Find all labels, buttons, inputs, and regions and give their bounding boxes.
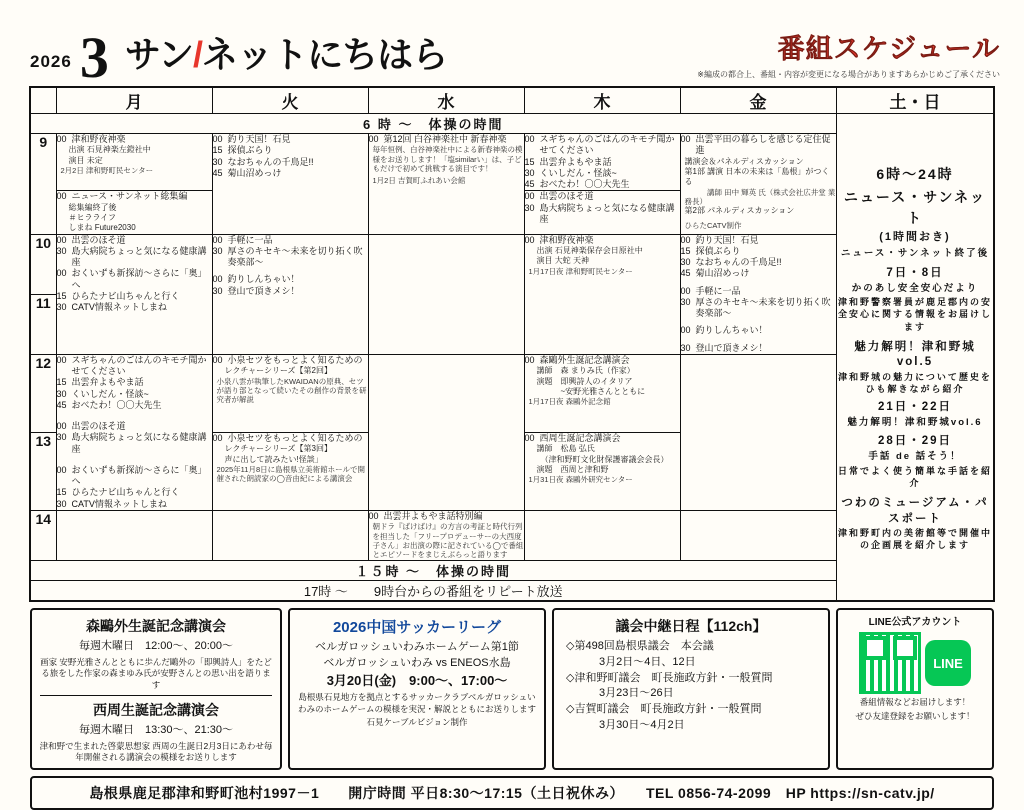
program-title: 登山で頂きメシ！: [695, 342, 768, 353]
program-time: 00: [680, 234, 691, 245]
weekend-block-3-date: 28日・29日: [877, 435, 953, 448]
weekend-block-3-head: 手話 de 話そう！: [868, 450, 962, 462]
program-title: 出雲井よもやま話特別編: [383, 510, 483, 521]
weekend-block-1-body: 津和野城の魅力について歴史をひも解きながら紹介: [838, 371, 992, 394]
program-time: 00: [524, 354, 535, 365]
program-detail: レクチャーシリーズ【第2回】: [224, 366, 332, 376]
program-detail: 演題 即興詩人のイタリア: [536, 376, 633, 386]
program-time: 30: [56, 302, 67, 313]
box-divider: [40, 695, 272, 696]
morning-exercise-label: 6 時 ～ 体操の時間: [30, 114, 836, 134]
soccer-title: 2026中国サッカーリーグ: [332, 618, 502, 636]
program-detail: 出演 石見神楽保存会日原社中: [536, 245, 643, 255]
cell-mon-12[interactable]: [56, 354, 212, 510]
program-title: 島大病院ちょっと気になる健康講座: [71, 245, 207, 268]
program-detail: レクチャーシリーズ【第3回】: [224, 444, 332, 454]
program-title: おくいずも新探訪～さらに「奥」へ: [71, 268, 207, 290]
day-header-fri: 金: [680, 87, 836, 114]
weekend-column: [836, 114, 994, 601]
program-title: 釣り天国！石見: [227, 134, 291, 144]
assembly-title: 議会中継日程【112ch】: [615, 617, 767, 634]
hour-label-9: 9: [30, 134, 56, 235]
program-title: 探偵ぶらり: [695, 245, 741, 256]
weekend-block-4-body: 津和野町内の美術館等で開催中の企画展を紹介します: [837, 528, 992, 551]
program-time: 30: [680, 296, 691, 307]
program-title: 菊山沼めっけ: [227, 167, 282, 178]
line-note-2: ぜひ友達登録をお願いします！: [855, 710, 975, 721]
program-entry: [57, 134, 212, 145]
program-time: 30: [212, 285, 223, 296]
program-time: 00: [212, 234, 223, 245]
cell-tue-14: [212, 510, 368, 560]
logo-text-a: サン: [124, 34, 194, 75]
hour-label-13: 13: [30, 432, 56, 510]
logo-slash: /: [193, 34, 203, 75]
program-time: 30: [212, 245, 223, 256]
program-title: おくいずも新探訪～さらに「奥」へ: [71, 464, 207, 487]
program-time: 45: [212, 167, 223, 178]
cell-tue-11[interactable]: [212, 234, 368, 354]
morning-exercise-row: [30, 114, 994, 134]
mori-ogai-lecture-time: 毎週木曜日 12:00～、20:00～: [78, 639, 234, 652]
cell-thu-10[interactable]: [524, 191, 680, 234]
program-time: 15: [212, 145, 223, 156]
assembly-item: ◇第498回島根県議会 本会議: [566, 639, 714, 652]
weekend-block-0-head: かのあし安全安心だより: [851, 282, 979, 294]
evening-exercise-label: １５時 ～ 体操の時間: [30, 560, 836, 580]
program-detail: 講演会＆パネルディスカッション: [684, 156, 804, 166]
program-caption: 毎年恒例、白谷神楽社中による新春神楽の模様をお送りします！「塩similarい」は、子どもだけで初めて挑戦する演目です！: [372, 145, 523, 173]
program-caption: ひらたCATV制作: [684, 220, 742, 230]
day-header-weekend: 土・日: [836, 87, 994, 114]
program-time: 30: [56, 388, 67, 399]
soccer-box: [288, 608, 546, 770]
cell-thu-12[interactable]: [524, 354, 680, 432]
weekend-after-note: ニュース・サンネット終了後: [840, 248, 990, 260]
program-time: 45: [524, 179, 535, 189]
program-time: 30: [56, 498, 67, 509]
program-title: 出雲弁よもやま話: [71, 377, 144, 388]
schedule-title-block: [697, 27, 1000, 80]
line-note-1: 番組情報などお届けします！: [859, 697, 971, 708]
program-caption: 1月17日夜 津和野町民センター: [528, 266, 633, 276]
program-time: 45: [56, 399, 67, 410]
cell-tue-9[interactable]: [212, 134, 368, 235]
program-title: 島大病院ちょっと気になる健康講座: [539, 202, 675, 224]
day-header-wed: 水: [368, 87, 524, 114]
program-caption-venue: 1月2日 吉賀町ふれあい会館: [372, 176, 466, 186]
program-title: ニュース・サンネット総集編: [71, 191, 188, 202]
schedule-note: ※編成の都合上、番組・内容が変更になる場合がありますあらかじめご了承ください: [697, 70, 1000, 79]
program-detail: 演題 西周と津和野: [536, 464, 609, 474]
program-title: おべたわ！〇〇大先生: [71, 399, 162, 410]
weekend-block-0-body: 津和野警察署員が鹿足郡内の安全安心に関する情報をお届けします: [837, 297, 992, 332]
program-title: 津和野夜神楽: [71, 134, 126, 144]
line-account-title: LINE公式アカウント: [868, 616, 962, 628]
program-title: 釣りしんちゃい！: [695, 325, 768, 336]
soccer-match-round: ベルガロッシュいわみホームゲーム第1節: [315, 640, 519, 653]
soccer-credit: 石見ケーブルビジョン制作: [366, 717, 468, 728]
program-detail: 講師 松島 弘氏: [536, 444, 595, 454]
program-time: 00: [56, 421, 67, 432]
program-detail: しまね Future2030: [68, 223, 136, 233]
cell-wed-14[interactable]: [368, 510, 524, 560]
program-time: 45: [680, 268, 691, 279]
cell-fri-9[interactable]: [680, 134, 836, 235]
program-title: スギちゃんのごはんのキモチ聞かせてください: [539, 134, 675, 156]
program-title: 出雲のほそ道: [539, 191, 594, 202]
program-time: 00: [56, 134, 67, 144]
program-detail: 第1部 講演 日本の未来は「島根」がつくる: [684, 166, 830, 187]
program-time: 00: [368, 134, 379, 144]
program-title: CATV情報ネットしまね: [71, 498, 167, 509]
program-title: なおちゃんの千鳥足!!: [227, 156, 314, 167]
soccer-match-teams: ベルガロッシュいわみ vs ENEOS水島: [323, 656, 511, 669]
program-time: 30: [56, 245, 67, 256]
program-detail: 声に出して読みたい!怪談」: [224, 454, 323, 464]
mori-ogai-lecture-desc: 画家 安野光雅さんとともに歩んだ鷗外の「即興詩人」をたどる旅をした作家の森まゆみ氏が安野さんとの思い出を語ります: [40, 656, 272, 690]
program-title: なおちゃんの千鳥足!!: [695, 257, 782, 268]
table-header-row: [30, 87, 994, 114]
page-header: [0, 0, 1024, 90]
program-title: 厚さのキセキ～未来を切り拓く吹奏楽部～: [227, 245, 363, 268]
soccer-match-date: 3月20日(金) 9:00～、17:00～: [326, 672, 508, 688]
program-title: 出雲平田の暮らしを感じる定住促進: [695, 134, 831, 156]
line-account-box: [836, 608, 994, 770]
program-detail: ＃ヒラライフ: [68, 212, 117, 222]
program-time: 00: [524, 432, 535, 443]
program-title: 手軽に一品: [695, 285, 741, 296]
program-time: 00: [212, 432, 223, 443]
program-title: 小泉セツをもっとよく知るための: [227, 354, 363, 365]
line-logo-icon: LINE: [925, 640, 971, 686]
qr-code-icon[interactable]: [859, 632, 921, 694]
program-time: 30: [680, 342, 691, 353]
program-detail: 演目 大蛇 天神: [536, 256, 589, 266]
logo-text-c: にちはら: [307, 34, 448, 75]
program-time: 15: [56, 377, 67, 388]
assembly-item-date: 3月23日～26日: [566, 687, 674, 700]
nishi-amane-lecture-title: 西周生誕記念講演会: [93, 702, 219, 719]
program-time: 00: [56, 234, 67, 245]
cell-thu-14: [524, 510, 680, 560]
repeat-label: 17時 ～ 9時台からの番組をリピート放送: [30, 580, 836, 601]
hour-label-10: 10: [30, 234, 56, 294]
program-title: 小泉セツをもっとよく知るための: [227, 432, 363, 443]
program-title: 出雲のほそ道: [71, 234, 126, 245]
photo-kagura-stage-2: [368, 354, 524, 510]
program-title: くいしだん・怪談~: [71, 388, 149, 399]
assembly-box: [552, 608, 830, 770]
program-time: 00: [212, 274, 223, 285]
program-title: 出雲のほそ道: [71, 421, 126, 432]
program-title: 島大病院ちょっと気になる健康講座: [71, 432, 207, 454]
weekend-block-4-head: つわのミュージアム・パスポート: [841, 497, 989, 525]
program-time: 30: [212, 156, 223, 167]
program-title: CATV情報ネットしまね: [71, 302, 167, 313]
photo-kagura-stage-1: [368, 234, 524, 354]
program-title: ひらたナビ山ちゃんと行く: [71, 290, 180, 301]
cell-mon-9[interactable]: [56, 134, 212, 191]
program-caption: 1月31日夜 森鷗外研究センター: [528, 475, 633, 485]
program-title: 釣りしんちゃい！: [227, 274, 300, 285]
cell-fri-14: [680, 510, 836, 560]
cell-tue-12[interactable]: [212, 354, 368, 432]
program-detail: 講師 田中 輝英 氏（株式会社広井堂 業務長）: [684, 187, 836, 207]
weekend-block-1-head: 魅力解明！津和野城vol.5: [854, 340, 976, 369]
weekend-program-sub: (1時間おき): [879, 231, 951, 244]
program-title: 菊山沼めっけ: [695, 268, 750, 279]
logo-text-b: ネット: [202, 34, 308, 75]
program-title: 探偵ぶらり: [227, 145, 273, 156]
nishi-amane-lecture-desc: 津和野で生まれた啓蒙思想家 西周の生誕日2月3日にあわせ毎年開催される講演会の模様をお送りします: [39, 740, 273, 763]
assembly-item: ◇津和野町議会 町長施政方針・一般質問: [566, 671, 773, 684]
assembly-item-date: 3月2日～4日、12日: [566, 655, 696, 668]
program-time: 30: [680, 257, 691, 268]
program-time: 00: [524, 234, 535, 245]
qr-row: [844, 632, 986, 694]
program-title: 手軽に一品: [227, 234, 273, 245]
nishi-amane-lecture-time: 毎週木曜日 13:30～、21:30～: [78, 724, 234, 737]
program-time: 00: [56, 268, 67, 279]
program-time: 15: [56, 487, 67, 498]
program-time: 00: [212, 134, 223, 144]
cell-tue-13[interactable]: [212, 432, 368, 510]
program-title: 森鷗外生誕記念講演会: [539, 354, 630, 365]
program-time: 00: [680, 134, 691, 144]
program-time: 15: [680, 245, 691, 256]
weekend-block-2-head: 魅力解明！津和野城vol.6: [847, 416, 983, 428]
assembly-item: ◇吉賀町議会 町長施政方針・一般質問: [566, 703, 762, 716]
year-label: 2026: [30, 52, 72, 71]
program-title: 津和野夜神楽: [539, 234, 594, 245]
program-title: くいしだん・怪談~: [539, 167, 617, 178]
schedule-table: [29, 86, 995, 602]
cell-mon-14: [56, 510, 212, 560]
lecture-box: [30, 608, 282, 770]
program-time: 15: [56, 290, 67, 301]
program-detail: 演目 未定: [68, 155, 103, 165]
program-time: 00: [524, 191, 535, 202]
hour-label-14: 14: [30, 510, 56, 560]
program-detail: 第2部 パネルディスカッション: [684, 206, 795, 216]
program-caption: 2025年11月8日に島根県立美術館ホールで開催された朗読家の◯音由紀による講演会: [216, 464, 365, 484]
program-detail: 講師 森 まりみ氏（作家）: [536, 366, 635, 376]
mori-ogai-lecture-title: 森鷗外生誕記念講演会: [86, 617, 226, 634]
program-title: 第12回 白谷神楽社中 新春神楽: [383, 134, 507, 144]
day-header-mon: 月: [56, 87, 212, 114]
program-detail: 総集編終了後: [68, 202, 117, 212]
program-detail: 出演 石見神楽左鐙社中: [68, 145, 151, 155]
month-label: 3: [79, 24, 109, 90]
weekend-block-2-date: 21日・22日: [877, 401, 953, 414]
program-time: 30: [524, 202, 535, 213]
cell-fri-12: [680, 354, 836, 510]
program-title: おべたわ！〇〇大先生: [539, 179, 630, 189]
footer-contact: 島根県鹿足郡津和野町池村1997－1 開庁時間 平日8:30～17:15（土日祝休み） TEL 0856-74-2099 HP https://sn-catv.jp/: [30, 776, 994, 810]
cell-mon-10[interactable]: [56, 191, 212, 234]
program-time: 00: [368, 510, 379, 521]
day-header-thu: 木: [524, 87, 680, 114]
channel-logo: [125, 27, 447, 78]
schedule-title: 番組スケジュール: [777, 34, 1000, 64]
program-title: 釣り天国！石見: [695, 234, 759, 245]
hour-label-12: 12: [30, 354, 56, 432]
program-title: 厚さのキセキ～未来を切り拓く吹奏楽部～: [695, 296, 831, 319]
program-time: 15: [524, 156, 535, 167]
program-title: 登山で頂きメシ！: [227, 285, 300, 296]
program-title: スギちゃんのごはんのキモチ聞かせてください: [71, 354, 207, 377]
day-header-tue: 火: [212, 87, 368, 114]
weekend-block-0-date: 7日・8日: [886, 267, 944, 279]
program-title: ひらたナビ山ちゃんと行く: [71, 487, 180, 498]
weekend-program: ニュース・サンネット: [843, 189, 987, 227]
program-caption: 小泉八雲が執筆したKWAIDANの原典、セツが語り部となって続いたその創作の背景を研究者が解説: [216, 376, 367, 405]
cell-thu-9[interactable]: [524, 134, 680, 191]
hour-label-11: 11: [30, 294, 56, 354]
cell-thu-13[interactable]: [524, 432, 680, 510]
program-time: 00: [56, 354, 67, 365]
cell-thu-11[interactable]: [524, 234, 680, 354]
program-caption: 朝ドラ『ばけばけ』の方言の考証と時代行列を担当した「フリープロデューサーの大西度子さん」お出演の際に記されている◯で番組とエピソードをまじえぶらっと語ります: [372, 522, 524, 560]
program-caption: 2月2日 津和野町民センター: [60, 166, 154, 176]
bottom-boxes: [30, 608, 994, 770]
weekend-time: 6時～24時: [876, 166, 954, 183]
program-caption: 1月17日夜 森鷗外記念館: [528, 397, 611, 407]
program-title: 西周生誕記念講演会: [539, 432, 621, 443]
cell-mon-11[interactable]: [56, 234, 212, 354]
cell-wed-9[interactable]: [368, 134, 524, 235]
program-time: 00: [56, 464, 67, 475]
soccer-desc: 島根県石見地方を拠点とするサッカークラブベルガロッシュいわみのホームゲームの模様を実況・解説とともにお送りします: [297, 692, 536, 714]
program-time: 00: [680, 325, 691, 336]
program-time: 00: [56, 191, 67, 202]
weekend-block-3-body: 日常でよく使う簡単な手話を紹介: [837, 465, 992, 488]
program-time: 00: [680, 285, 691, 296]
program-time: 30: [56, 432, 67, 443]
program-time: 00: [212, 354, 223, 365]
assembly-item-date: 3月30日～4月2日: [566, 719, 685, 732]
program-time: 30: [524, 167, 535, 178]
cell-fri-11[interactable]: [680, 234, 836, 354]
program-time: 00: [524, 134, 535, 144]
hour-col-header: [30, 87, 56, 114]
program-title: 出雲弁よもやま話: [539, 156, 612, 167]
program-detail: ~安野光雅さんとともに: [536, 386, 646, 396]
program-detail: （津和野町文化財保護審議会会長）: [536, 454, 669, 464]
